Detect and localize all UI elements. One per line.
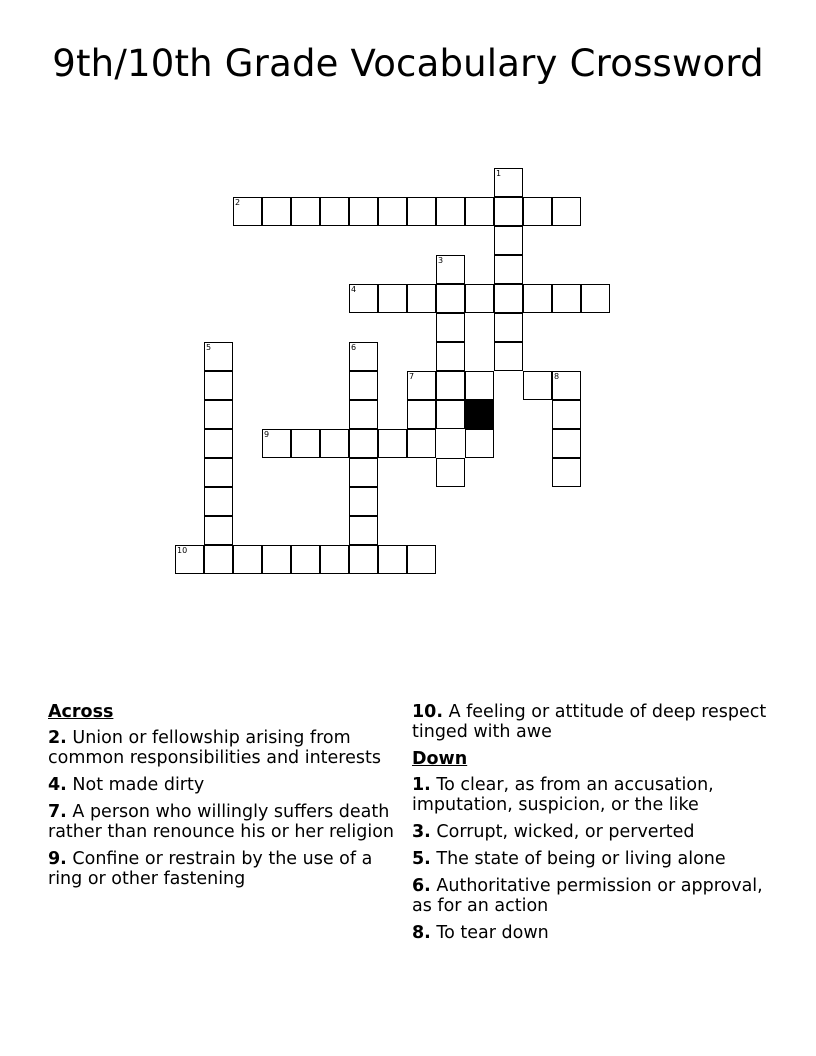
clue-text: The state of being or living alone	[436, 849, 726, 869]
clue-across-10	[412, 702, 772, 742]
down-heading: Down	[412, 749, 468, 769]
across-heading: Across	[48, 702, 114, 722]
clue-across-7	[48, 802, 404, 842]
grid-cell[interactable]	[494, 342, 523, 371]
grid-cell[interactable]	[291, 545, 320, 574]
grid-cell[interactable]	[436, 197, 465, 226]
clue-number: 9.	[48, 849, 67, 869]
grid-cell[interactable]	[552, 458, 581, 487]
grid-cell[interactable]	[436, 313, 465, 342]
clue-text: Not made dirty	[72, 775, 205, 795]
cell-number: 5	[206, 343, 212, 352]
grid-cell-3[interactable]	[436, 255, 465, 284]
grid-cell[interactable]	[378, 545, 407, 574]
grid-cell[interactable]	[465, 284, 494, 313]
grid-cell[interactable]	[349, 487, 378, 516]
grid-cell[interactable]	[320, 197, 349, 226]
grid-cell[interactable]	[349, 197, 378, 226]
clue-text: Authoritative permission or approval, as for an action	[412, 876, 763, 916]
grid-cell[interactable]	[523, 197, 552, 226]
grid-cell[interactable]	[407, 284, 436, 313]
grid-cell[interactable]	[349, 400, 378, 429]
page-title: 9th/10th Grade Vocabulary Crossword	[52, 42, 764, 85]
grid-cell[interactable]	[204, 371, 233, 400]
grid-cell[interactable]	[291, 197, 320, 226]
clue-down-3	[412, 822, 772, 842]
grid-cell[interactable]	[262, 197, 291, 226]
grid-cell[interactable]	[465, 371, 494, 400]
cell-number: 2	[235, 198, 241, 207]
grid-cell[interactable]	[436, 458, 465, 487]
grid-cell-7[interactable]	[407, 371, 436, 400]
grid-cell[interactable]	[349, 371, 378, 400]
clues-right-column	[412, 702, 772, 950]
grid-cell[interactable]	[436, 284, 465, 313]
grid-cell[interactable]	[349, 429, 378, 458]
grid-cell[interactable]	[494, 255, 523, 284]
clue-number: 2.	[48, 728, 67, 748]
clue-down-6	[412, 876, 772, 916]
grid-cell[interactable]	[204, 487, 233, 516]
cell-number: 9	[264, 430, 270, 439]
grid-cell-9[interactable]	[262, 429, 291, 458]
grid-cell[interactable]	[349, 458, 378, 487]
clue-text: Corrupt, wicked, or perverted	[436, 822, 695, 842]
clue-number: 10.	[412, 702, 444, 722]
grid-cell[interactable]	[378, 197, 407, 226]
grid-cell[interactable]	[552, 284, 581, 313]
grid-cell[interactable]	[436, 400, 465, 429]
clue-number: 6.	[412, 876, 431, 896]
clue-across-4	[48, 775, 404, 795]
clues-left-column	[48, 702, 404, 896]
grid-cell[interactable]	[349, 545, 378, 574]
clue-number: 7.	[48, 802, 67, 822]
grid-cell[interactable]	[436, 371, 465, 400]
grid-cell[interactable]	[204, 400, 233, 429]
black-cell	[465, 400, 494, 429]
clue-down-1	[412, 775, 772, 815]
grid-cell-8[interactable]	[552, 371, 581, 400]
grid-cell[interactable]	[552, 400, 581, 429]
grid-cell[interactable]	[378, 429, 407, 458]
grid-cell[interactable]	[204, 458, 233, 487]
cell-number: 7	[409, 372, 415, 381]
grid-cell[interactable]	[204, 516, 233, 545]
grid-cell[interactable]	[494, 284, 523, 313]
clue-number: 1.	[412, 775, 431, 795]
cell-number: 10	[177, 546, 188, 555]
grid-cell[interactable]	[233, 545, 262, 574]
grid-cell-6[interactable]	[349, 342, 378, 371]
clue-down-8	[412, 923, 772, 943]
grid-cell[interactable]	[523, 371, 552, 400]
grid-cell[interactable]	[465, 429, 494, 458]
clue-number: 5.	[412, 849, 431, 869]
grid-cell[interactable]	[494, 226, 523, 255]
grid-cell[interactable]	[407, 429, 436, 458]
clue-text: Union or fellowship arising from common responsibilities and interests	[48, 728, 381, 768]
grid-cell[interactable]	[320, 429, 349, 458]
grid-cell[interactable]	[436, 342, 465, 371]
grid-cell[interactable]	[320, 545, 349, 574]
clue-down-5	[412, 849, 772, 869]
clue-across-2	[48, 728, 404, 768]
cell-number: 1	[496, 169, 502, 178]
grid-cell[interactable]	[262, 545, 291, 574]
cell-number: 3	[438, 256, 444, 265]
grid-cell-10[interactable]	[175, 545, 204, 574]
clue-text: A person who willingly suffers death rather than renounce his or her religion	[48, 802, 395, 842]
grid-cell[interactable]	[465, 197, 494, 226]
clue-number: 4.	[48, 775, 67, 795]
grid-cell[interactable]	[494, 313, 523, 342]
grid-cell-4[interactable]	[349, 284, 378, 313]
cell-number: 4	[351, 285, 357, 294]
grid-cell[interactable]	[291, 429, 320, 458]
grid-cell[interactable]	[378, 284, 407, 313]
clue-number: 8.	[412, 923, 431, 943]
grid-cell[interactable]	[407, 400, 436, 429]
grid-cell-2[interactable]	[233, 197, 262, 226]
grid-cell[interactable]	[407, 197, 436, 226]
grid-cell[interactable]	[552, 197, 581, 226]
cell-number: 6	[351, 343, 357, 352]
grid-cell[interactable]	[204, 545, 233, 574]
clue-number: 3.	[412, 822, 431, 842]
clue-text: Confine or restrain by the use of a ring or other fastening	[48, 849, 373, 889]
grid-cell[interactable]	[407, 545, 436, 574]
grid-cell-1[interactable]	[494, 168, 523, 197]
cell-number: 8	[554, 372, 560, 381]
clue-text: A feeling or attitude of deep respect tinged with awe	[412, 702, 767, 742]
grid-cell[interactable]	[494, 197, 523, 226]
clue-text: To clear, as from an accusation, imputation, suspicion, or the like	[412, 775, 714, 815]
grid-cell[interactable]	[552, 429, 581, 458]
grid-cell[interactable]	[349, 516, 378, 545]
grid-cell[interactable]	[204, 429, 233, 458]
grid-cell[interactable]	[523, 284, 552, 313]
grid-cell[interactable]	[581, 284, 610, 313]
grid-cell-5[interactable]	[204, 342, 233, 371]
clue-text: To tear down	[436, 923, 549, 943]
clue-across-9	[48, 849, 404, 889]
